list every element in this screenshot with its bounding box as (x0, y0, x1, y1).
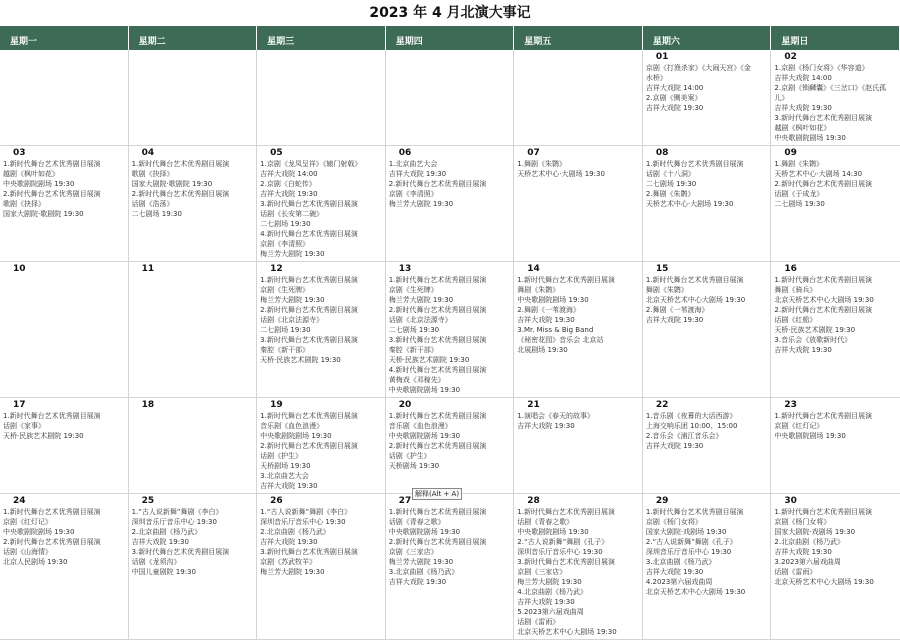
calendar-day-cell[interactable] (386, 146, 515, 262)
event-line: 3.新时代舞台艺术优秀剧目展演 (260, 336, 358, 344)
event-line: 2.“古人说新舞”舞剧《孔子》 (645, 538, 737, 546)
event-line: 4.新时代舞台艺术优秀剧目展演 (388, 366, 487, 374)
event-line: 话剧《北京法源寺》 (388, 316, 452, 324)
event-line: 话剧《浩荡》 (131, 200, 174, 208)
event-line: 话剧《十八洞》 (645, 170, 695, 178)
event-line: 1.音乐剧《夜幕的大话西游》 (645, 412, 737, 420)
event-line: 吉祥大戏院 19:30 (260, 190, 318, 198)
day-number: 04 (141, 148, 155, 158)
event-line: 1.新时代舞台艺术优秀剧目展演 (388, 508, 487, 516)
event-line: 歌剧《抉择》 (131, 170, 174, 178)
event-line: 2.新时代舞台艺术优秀剧目展演 (3, 538, 101, 546)
event-line: 1.新时代舞台艺术优秀剧目展演 (774, 276, 873, 284)
event-line: 1.新时代舞台艺术优秀剧目展演 (3, 160, 101, 168)
event-line: 北京天桥艺术中心大剧场 19:30 (774, 578, 874, 586)
event-line: 吉祥大戏院 19:30 (260, 482, 318, 490)
calendar-day-cell[interactable] (257, 494, 386, 640)
event-line: 2.新时代舞台艺术优秀剧目展演 (388, 538, 487, 546)
event-line: 儿》 (774, 94, 789, 102)
event-line: 京剧《李清照》 (388, 190, 438, 198)
event-line: 吉祥大戏院 14:00 (774, 74, 832, 82)
event-line: 深圳音乐厅音乐中心 19:30 (517, 548, 603, 556)
event-line: 吉祥大戏院 19:30 (388, 578, 447, 586)
event-line: 北京人民剧场 19:30 (3, 558, 68, 566)
day-number: 22 (655, 400, 669, 410)
event-line: 舞剧《朱鹮》 (517, 286, 560, 294)
calendar-day-cell[interactable] (386, 494, 515, 640)
event-line: 歌剧《抉择》 (3, 200, 45, 208)
event-line: 话剧《龙须沟》 (131, 558, 181, 566)
event-line: 北展剧场 19:30 (517, 346, 568, 354)
weekday-header: 星期五 (514, 26, 643, 50)
event-line: 吉祥大戏院 14:00 (645, 84, 704, 92)
event-line: 中央歌剧院剧场 19:30 (3, 528, 75, 536)
event-line: 二七剧场 19:30 (260, 220, 311, 228)
event-line: 3.Mr. Miss & Big Band (517, 326, 594, 334)
calendar-day-cell[interactable] (643, 262, 772, 398)
day-number: 20 (398, 400, 412, 410)
event-line: 话剧《雷雨》 (774, 568, 817, 576)
event-line: 吉祥大戏院 19:30 (131, 538, 189, 546)
calendar-day-cell[interactable] (643, 398, 772, 494)
event-line: 二七剧场 19:30 (131, 210, 182, 218)
event-line: 2.新时代舞台艺术优秀剧目展演 (388, 306, 487, 314)
day-number: 10 (13, 264, 26, 274)
event-line: 3.北京曲艺大会 (260, 472, 309, 480)
weekday-header: 星期二 (129, 26, 258, 50)
event-line: 中央歌剧院剧场 19:30 (388, 528, 461, 536)
calendar-day-cell[interactable] (514, 50, 643, 146)
day-number: 08 (655, 148, 669, 158)
event-line: 中央歌剧院剧场 19:30 (260, 432, 332, 440)
calendar-day-cell[interactable] (257, 146, 386, 262)
event-line: 北京天桥艺术中心大剧场 19:30 (774, 296, 874, 304)
event-line: 吉祥大戏院 19:30 (260, 538, 318, 546)
event-line: 2.音乐会《浦江音乐会》 (645, 432, 723, 440)
event-line: 3.新时代舞台艺术优秀剧目展演 (260, 548, 358, 556)
event-line: 梅兰芳大剧院 19:30 (260, 568, 325, 576)
event-line: 1.新时代舞台艺术优秀剧目展演 (517, 276, 615, 284)
calendar-day-cell[interactable] (0, 50, 129, 146)
event-line: 2.舞剧《一苇渡海》 (645, 306, 709, 314)
day-number: 29 (655, 496, 669, 506)
event-line: 北京天桥艺术中心大剧场 19:30 (517, 628, 617, 636)
calendar-day-cell[interactable] (514, 494, 643, 640)
calendar-day-cell[interactable] (0, 398, 129, 494)
event-line: 1.新时代舞台艺术优秀剧目展演 (645, 508, 744, 516)
day-number: 11 (141, 264, 155, 274)
calendar-day-cell[interactable] (771, 50, 900, 146)
event-line: 吉祥大戏院 19:30 (774, 346, 832, 354)
event-line: 国家大剧院·歌剧院 19:30 (3, 210, 84, 218)
event-line: 吉祥大戏院 19:30 (517, 316, 575, 324)
event-line: 舞剧《骑兵》 (774, 286, 817, 294)
event-line: 梅兰芳大剧院 19:30 (517, 578, 582, 586)
day-number: 15 (655, 264, 669, 274)
event-line: 吉祥大戏院 19:30 (645, 104, 704, 112)
weekday-header: 星期六 (643, 26, 772, 50)
event-line: 3.2023第六届戏曲周 (774, 558, 841, 566)
event-line: 天桥·民族艺术剧院 19:30 (774, 326, 856, 334)
calendar-day-cell[interactable] (771, 494, 900, 640)
day-number: 14 (527, 264, 540, 274)
event-line: 话剧《红船》 (774, 316, 817, 324)
event-line: 话剧《雷雨》 (517, 618, 560, 626)
event-line: 话剧《青春之歌》 (388, 518, 445, 526)
event-line: 话剧《家事》 (3, 422, 45, 430)
event-line: 天桥·民族艺术剧院 19:30 (388, 356, 470, 364)
event-line: 话剧《山海情》 (3, 548, 52, 556)
calendar-day-cell[interactable] (514, 146, 643, 262)
event-line: 2.舞剧《朱鹮》 (645, 190, 695, 198)
event-line: 话剧《北京法源寺》 (260, 316, 324, 324)
event-line: 3.新时代舞台艺术优秀剧目展演 (131, 548, 230, 556)
calendar-day-cell[interactable] (257, 398, 386, 494)
event-line: 2.京剧《白蛇传》 (260, 180, 316, 188)
event-line: 吉祥大戏院 19:30 (645, 316, 704, 324)
event-line: 天桥艺术中心·大剧场 14:30 (774, 170, 863, 178)
event-line: 秦腔《新干部》 (388, 346, 438, 354)
calendar-grid (0, 26, 900, 636)
event-line: 中央歌剧院剧场 19:30 (517, 528, 589, 536)
event-line: 中央歌剧院剧场 19:30 (388, 432, 461, 440)
day-number: 07 (527, 148, 540, 158)
event-line: 1.新时代舞台艺术优秀剧目展演 (774, 412, 873, 420)
event-line: 深圳音乐厅音乐中心 19:30 (131, 518, 217, 526)
event-line: 越剧《枫叶如花》 (3, 170, 59, 178)
event-line: 京剧《三家店》 (517, 568, 567, 576)
day-number: 09 (784, 148, 797, 158)
event-line: 3.新时代舞台艺术优秀剧目展演 (517, 558, 615, 566)
event-line: 4.北京曲剧《杨乃武》 (517, 588, 587, 596)
event-line: 深圳音乐厅音乐中心 19:30 (645, 548, 732, 556)
day-number: 26 (270, 496, 283, 506)
day-number: 24 (13, 496, 26, 506)
event-line: 越剧《枫叶如花》 (774, 124, 831, 132)
event-line: 京剧《打渔杀家》《大闹天宫》《金 (645, 64, 751, 72)
event-line: 2.“古人说新舞”舞剧《孔子》 (517, 538, 609, 546)
event-line: 中央歌剧院剧场 19:30 (517, 296, 589, 304)
event-line: 1.“古人说新舞”舞剧《李白》 (131, 508, 223, 516)
event-line: 天桥艺术中心·大剧场 19:30 (645, 200, 734, 208)
event-line: 4.新时代舞台艺术优秀剧目展演 (260, 230, 358, 238)
day-number: 01 (655, 52, 669, 62)
event-line: 2.新时代舞台艺术优秀剧目展演 (3, 190, 101, 198)
calendar-day-cell[interactable] (0, 262, 129, 398)
event-line: 吉祥大戏院 19:30 (645, 442, 704, 450)
event-line: 2.新时代舞台艺术优秀剧目展演 (388, 180, 487, 188)
event-line: 国家大剧院·戏剧场 19:30 (645, 528, 727, 536)
event-line: 深圳音乐厅音乐中心 19:30 (260, 518, 346, 526)
calendar-day-cell[interactable] (0, 494, 129, 640)
event-line: 3.北京曲剧《杨乃武》 (388, 568, 459, 576)
calendar-day-cell[interactable] (771, 398, 900, 494)
day-number: 21 (527, 400, 540, 410)
event-line: 中央歌剧院剧场 19:30 (774, 134, 846, 142)
calendar-day-cell[interactable] (386, 398, 515, 494)
event-line: 1.北京曲艺大会 (388, 160, 438, 168)
day-number: 16 (784, 264, 797, 274)
event-line: 京剧《生死牌》 (388, 286, 438, 294)
event-line: 天桥剧场 19:30 (388, 462, 440, 470)
event-line: 1.舞剧《朱鹮》 (774, 160, 824, 168)
day-number: 19 (270, 400, 283, 410)
event-line: 中央歌剧院剧场 19:30 (388, 386, 461, 394)
calendar-day-cell[interactable] (0, 146, 129, 262)
calendar-day-cell[interactable] (386, 262, 515, 398)
event-line: 2.舞剧《一苇渡海》 (517, 306, 580, 314)
weekday-header: 星期日 (771, 26, 900, 50)
calendar-day-cell[interactable] (257, 50, 386, 146)
calendar-day-cell[interactable] (514, 262, 643, 398)
event-line: 梅兰芳大剧院 19:30 (388, 296, 454, 304)
event-line: 二七剧场 19:30 (388, 326, 440, 334)
event-line: 1.新时代舞台艺术优秀剧目展演 (774, 508, 873, 516)
event-line: 二七剧场 19:30 (645, 180, 697, 188)
event-line: 京剧《红灯记》 (774, 422, 824, 430)
event-line: 3.新时代舞台艺术优秀剧目展演 (260, 200, 358, 208)
event-line: 京剧《红灯记》 (3, 518, 52, 526)
event-line: 音乐剧《血色浪漫》 (260, 422, 324, 430)
event-line: 1.新时代舞台艺术优秀剧目展演 (388, 412, 487, 420)
event-line: 梅兰芳大剧院 19:30 (260, 296, 325, 304)
event-line: 京剧《杨门女将》 (774, 518, 831, 526)
event-line: 1.新时代舞台艺术优秀剧目展演 (260, 412, 358, 420)
event-line: 吉祥大戏院 19:30 (645, 568, 704, 576)
event-line: 吉祥大戏院 19:30 (388, 170, 447, 178)
event-line: 5.2023第六届戏曲周 (517, 608, 584, 616)
event-line: 1.新时代舞台艺术优秀剧目展演 (3, 508, 101, 516)
event-line: 上海交响乐团 10:00、15:00 (645, 422, 738, 430)
event-line: 3.新时代舞台艺术优秀剧目展演 (774, 114, 873, 122)
event-line: 水桥》 (645, 74, 667, 82)
event-line: 3.新时代舞台艺术优秀剧目展演 (388, 336, 487, 344)
event-line: 3.北京曲剧《杨乃武》 (645, 558, 716, 566)
calendar-day-cell[interactable] (771, 146, 900, 262)
day-number: 18 (141, 400, 155, 410)
event-line: 2.新时代舞台艺术优秀剧目展演 (131, 190, 230, 198)
event-line: 2.新时代舞台艺术优秀剧目展演 (388, 442, 487, 450)
event-line: 话剧《护生》 (388, 452, 431, 460)
event-line: 2.北京曲剧《杨乃武》 (260, 528, 330, 536)
event-line: 吉祥大戏院 14:00 (260, 170, 318, 178)
calendar-day-cell[interactable] (129, 50, 258, 146)
calendar-day-cell[interactable] (129, 398, 258, 494)
weekday-header: 星期一 (0, 26, 129, 50)
event-line: 天桥·民族艺术剧院 19:30 (260, 356, 341, 364)
event-line: 二七剧场 19:30 (774, 200, 825, 208)
event-line: 秦腔《新干部》 (260, 346, 310, 354)
event-line: 1.新时代舞台艺术优秀剧目展演 (388, 276, 487, 284)
event-line: 话剧《长安第二碗》 (260, 210, 324, 218)
event-line: 1.新时代舞台艺术优秀剧目展演 (260, 276, 358, 284)
event-line: 梅兰芳大剧院 19:30 (260, 250, 325, 258)
event-line: 京剧《苏武牧羊》 (260, 558, 317, 566)
event-line: 1.京剧《杨门女将》《华容道》 (774, 64, 869, 72)
event-line: 话剧《青春之歌》 (517, 518, 574, 526)
event-line: 梅兰芳大剧院 19:30 (388, 200, 454, 208)
page-title: 2023 年 4 月北演大事记 (369, 5, 531, 21)
calendar-day-cell[interactable] (514, 398, 643, 494)
day-number: 13 (398, 264, 412, 274)
day-number: 12 (270, 264, 283, 274)
event-line: 二七剧场 19:30 (260, 326, 311, 334)
event-line: 2.新时代舞台艺术优秀剧目展演 (260, 442, 358, 450)
event-line: 1.舞剧《朱鹮》 (517, 160, 566, 168)
event-line: 1.新时代舞台艺术优秀剧目展演 (3, 412, 101, 420)
event-line: 4.2023第六届戏曲周 (645, 578, 713, 586)
calendar-day-cell[interactable] (257, 262, 386, 398)
event-line: 吉祥大戏院 19:30 (774, 104, 832, 112)
event-line: 京剧《三家店》 (388, 548, 438, 556)
event-line: 3.音乐会《放歌新时代》 (774, 336, 852, 344)
event-line: 2.新时代舞台艺术优秀剧目展演 (774, 180, 873, 188)
event-line: 1.京剧《龙凤呈祥》《辕门射戟》 (260, 160, 362, 168)
event-line: 2.新时代舞台艺术优秀剧目展演 (260, 306, 358, 314)
event-line: 音乐剧《血色浪漫》 (388, 422, 452, 430)
day-number: 05 (270, 148, 283, 158)
event-line: 京剧《李清照》 (260, 240, 310, 248)
weekday-header: 星期四 (386, 26, 515, 50)
event-line: 吉祥大戏院 19:30 (517, 598, 575, 606)
event-line: 1.“古人说新舞”舞剧《李白》 (260, 508, 352, 516)
calendar-day-cell[interactable] (129, 262, 258, 398)
event-line: 2.京剧《锁麟囊》《三岔口》《赵氏孤 (774, 84, 887, 92)
event-line: 话剧《于成龙》 (774, 190, 824, 198)
event-line: 京剧《杨门女将》 (645, 518, 702, 526)
day-number: 02 (784, 52, 797, 62)
event-line: 北京天桥艺术中心大剧场 19:30 (645, 588, 746, 596)
event-line: 吉祥大戏院 19:30 (774, 548, 832, 556)
day-number: 25 (141, 496, 155, 506)
calendar-day-cell[interactable] (129, 146, 258, 262)
event-line: 梅兰芳大剧院 19:30 (388, 558, 454, 566)
event-line: 《秘密花园》音乐会 北京站 (517, 336, 604, 344)
calendar-day-cell[interactable] (771, 262, 900, 398)
event-line: 2.京剧《铡美案》 (645, 94, 702, 102)
event-line: 天桥剧场 19:30 (260, 462, 311, 470)
day-number: 28 (527, 496, 540, 506)
event-line: 1.演唱会《春天的故事》 (517, 412, 594, 420)
event-line: 1.新时代舞台艺术优秀剧目展演 (645, 160, 744, 168)
calendar-day-cell[interactable] (129, 494, 258, 640)
calendar-day-cell[interactable] (643, 146, 772, 262)
day-number: 30 (784, 496, 797, 506)
day-number: 06 (398, 148, 412, 158)
event-line: 2.北京曲剧《杨乃武》 (131, 528, 202, 536)
event-line: 2.新时代舞台艺术优秀剧目展演 (774, 306, 873, 314)
calendar-day-cell[interactable] (643, 50, 772, 146)
event-line: 1.新时代舞台艺术优秀剧目展演 (131, 160, 230, 168)
event-line: 黄梅戏《邓稼先》 (388, 376, 445, 384)
calendar-day-cell[interactable] (643, 494, 772, 640)
day-number: 27 (398, 496, 412, 506)
day-number: 23 (784, 400, 797, 410)
event-line: 话剧《护生》 (260, 452, 303, 460)
event-line: 1.新时代舞台艺术优秀剧目展演 (517, 508, 615, 516)
event-line: 2.北京曲剧《杨乃武》 (774, 538, 845, 546)
event-line: 京剧《生死牌》 (260, 286, 310, 294)
event-line: 舞剧《朱鹮》 (645, 286, 688, 294)
tooltip: 解释(Alt + A) (412, 488, 462, 500)
event-line: 北京天桥艺术中心大剧场 19:30 (645, 296, 746, 304)
day-number: 03 (13, 148, 26, 158)
event-line: 中国儿童剧院 19:30 (131, 568, 196, 576)
event-line: 中央歌剧院剧场 19:30 (3, 180, 75, 188)
event-line: 1.新时代舞台艺术优秀剧目展演 (645, 276, 744, 284)
event-line: 天桥·民族艺术剧院 19:30 (3, 432, 84, 440)
event-line: 天桥艺术中心·大剧场 19:30 (517, 170, 605, 178)
event-line: 吉祥大戏院 19:30 (517, 422, 575, 430)
calendar-day-cell[interactable] (386, 50, 515, 146)
event-line: 国家大剧院·戏剧场 19:30 (774, 528, 856, 536)
event-line: 国家大剧院·歌剧院 19:30 (131, 180, 213, 188)
day-number: 17 (13, 400, 26, 410)
event-line: 中央歌剧院剧场 19:30 (774, 432, 846, 440)
weekday-header: 星期三 (257, 26, 386, 50)
